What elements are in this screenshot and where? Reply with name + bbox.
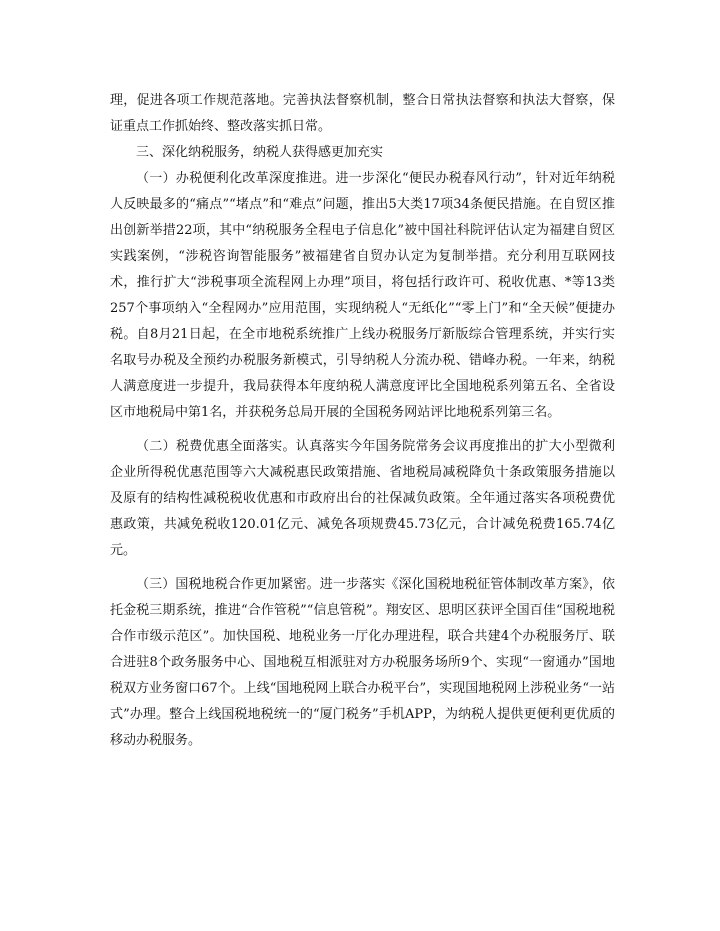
paragraph-gap <box>110 426 615 434</box>
paragraph-continuation: 理，促进各项工作规范落地。完善执法督察机制，整合日常执法督察和执法大督察，保证重点工作抓始终、整改落实抓日常。 <box>110 93 615 134</box>
paragraph-tax-service-reform: （一）办税便利化改革深度推进。进一步深化“便民办税春风行动”，针对近年纳税人反映最多的“痛点”“堵点”和“难点”问题，推出5大类17项34条便民措施。在自贸区推出创新举措22项，其中“纳税服务全程电子信息化”被中国社科院评估认定为福建自贸区实践案例，“涉税咨询智能服务”被福建省自贸办认定为复制举措。充分利用互联网技术，推行扩大“涉税事项全流程网上办理”项目，将包括行政许可、税收优惠、*等13类257个事项纳入“全程网办”应用范围，实现纳税人“无纸化”“零上门”和“全天候”便捷办税。自8月21日起，在全市地税系统推广上线办税服务厅新版综合管理系统，并实行实名取号办税及全预约办税服务新模式，引导纳税人分流办税、错峰办税。一年来，纳税人满意度进一步提升，我局获得本年度纳税人满意度评比全国地税系列第五名、全省设区市地税局中第1名，并获税务总局开展的全国税务网站评比地税系列第三名。 <box>110 171 615 420</box>
section-heading: 三、深化纳税服务，纳税人获得感更加充实 <box>136 145 384 160</box>
paragraph-tax-cooperation: （三）国税地税合作更加紧密。进一步落实《深化国税地税征管体制改革方案》，依托金税三期系统，推进“合作管税”“信息管税”。翔安区、思明区获评全国百佳“国税地税合作市级示范区”。加快国税、地税业务一厅化办理进程，联合共建4个办税服务厅、联合进驻8个政务服务中心、国地税互相派驻对方办税服务场所9个、实现“一窗通办”国地税双方业务窗口67个。上线“国地税网上联合办税平台”，实现国地税网上涉税业务“一站式”办理。整合上线国税地税统一的“厦门税务”手机APP，为纳税人提供更便利更优质的移动办税服务。 <box>110 577 615 748</box>
document-body <box>110 88 615 754</box>
paragraph-gap <box>110 564 615 572</box>
paragraph-tax-preferences: （二）税费优惠全面落实。认真落实今年国务院常务会议再度推出的扩大小型微利企业所得税优惠范围等六大减税惠民政策措施、省地税局减税降负十条政策服务措施以及原有的结构性减税税收优惠和市政府出台的社保减负政策。全年通过落实各项税费优惠政策，共减免税收120.01亿元、减免各项规费45.73亿元，合计减免税费165.74亿元。 <box>110 439 615 558</box>
